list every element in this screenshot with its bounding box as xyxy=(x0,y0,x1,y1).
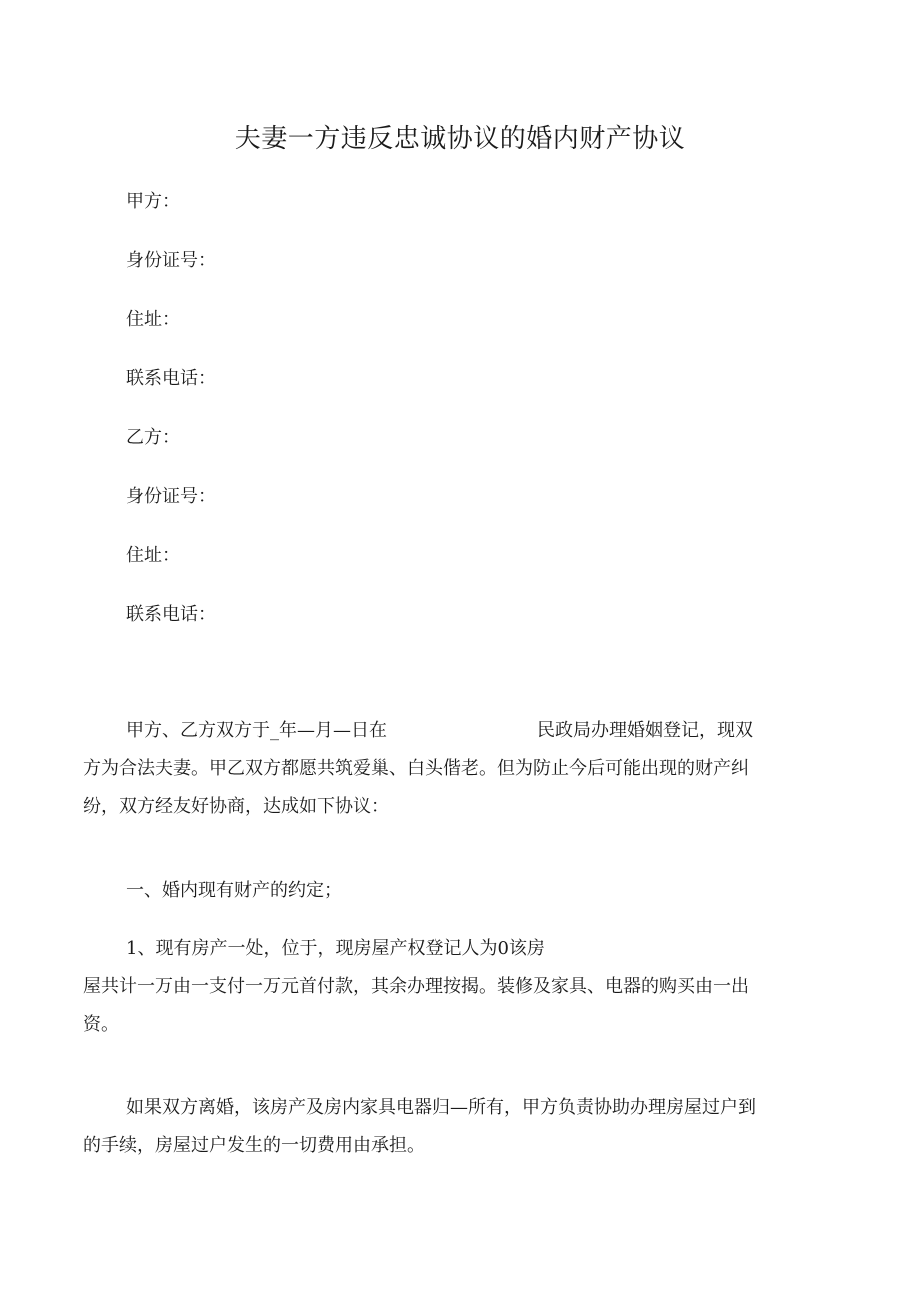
party-a-name-label: 甲方： xyxy=(126,191,180,212)
clause-1-paragraph xyxy=(83,930,843,1044)
intro-line-1-part-a: 甲方、乙方双方于_年—月—日在 xyxy=(126,720,387,741)
intro-paragraph xyxy=(83,712,843,826)
party-b-id-label: 身份证号： xyxy=(126,486,216,507)
section-1-heading xyxy=(83,872,843,910)
clause-1-line-2: 屋共计一万由一支付一万元首付款，其余办理按揭。装修及家具、电器的购买由一出 xyxy=(83,976,749,997)
document-title: 夫妻一方违反忠诚协议的婚内财产协议 xyxy=(234,124,686,154)
party-a-phone-label: 联系电话： xyxy=(126,368,216,389)
clause-2-line-2: 的手续，房屋过户发生的一切费用由承担。 xyxy=(83,1135,425,1156)
section-1-heading-text: 一、婚内现有财产的约定； xyxy=(126,880,342,901)
intro-line-2: 方为合法夫妻。甲乙双方都愿共筑爱巢、白头偕老。但为防止今后可能出现的财产纠 xyxy=(83,758,749,779)
intro-line-1-part-b: 民政局办理婚姻登记，现双 xyxy=(537,720,753,741)
intro-line-1 xyxy=(83,712,843,750)
clause-2-line-1: 如果双方离婚，该房产及房内家具电器归—所有，甲方负责协助办理房屋过户到 xyxy=(126,1097,756,1118)
clause-1-line-1: 1、现有房产一处，位于，现房屋产权登记人为0该房 xyxy=(126,938,545,959)
party-b-name-label: 乙方： xyxy=(126,427,180,448)
party-b-address-label: 住址： xyxy=(126,545,180,566)
party-a-id-label: 身份证号： xyxy=(126,250,216,271)
intro-line-3: 纷，双方经友好协商，达成如下协议： xyxy=(83,796,389,817)
party-b-phone-label: 联系电话： xyxy=(126,604,216,625)
party-a-address-label: 住址： xyxy=(126,309,180,330)
clause-1-line-3: 资。 xyxy=(83,1014,119,1035)
clause-2-paragraph xyxy=(83,1089,843,1165)
